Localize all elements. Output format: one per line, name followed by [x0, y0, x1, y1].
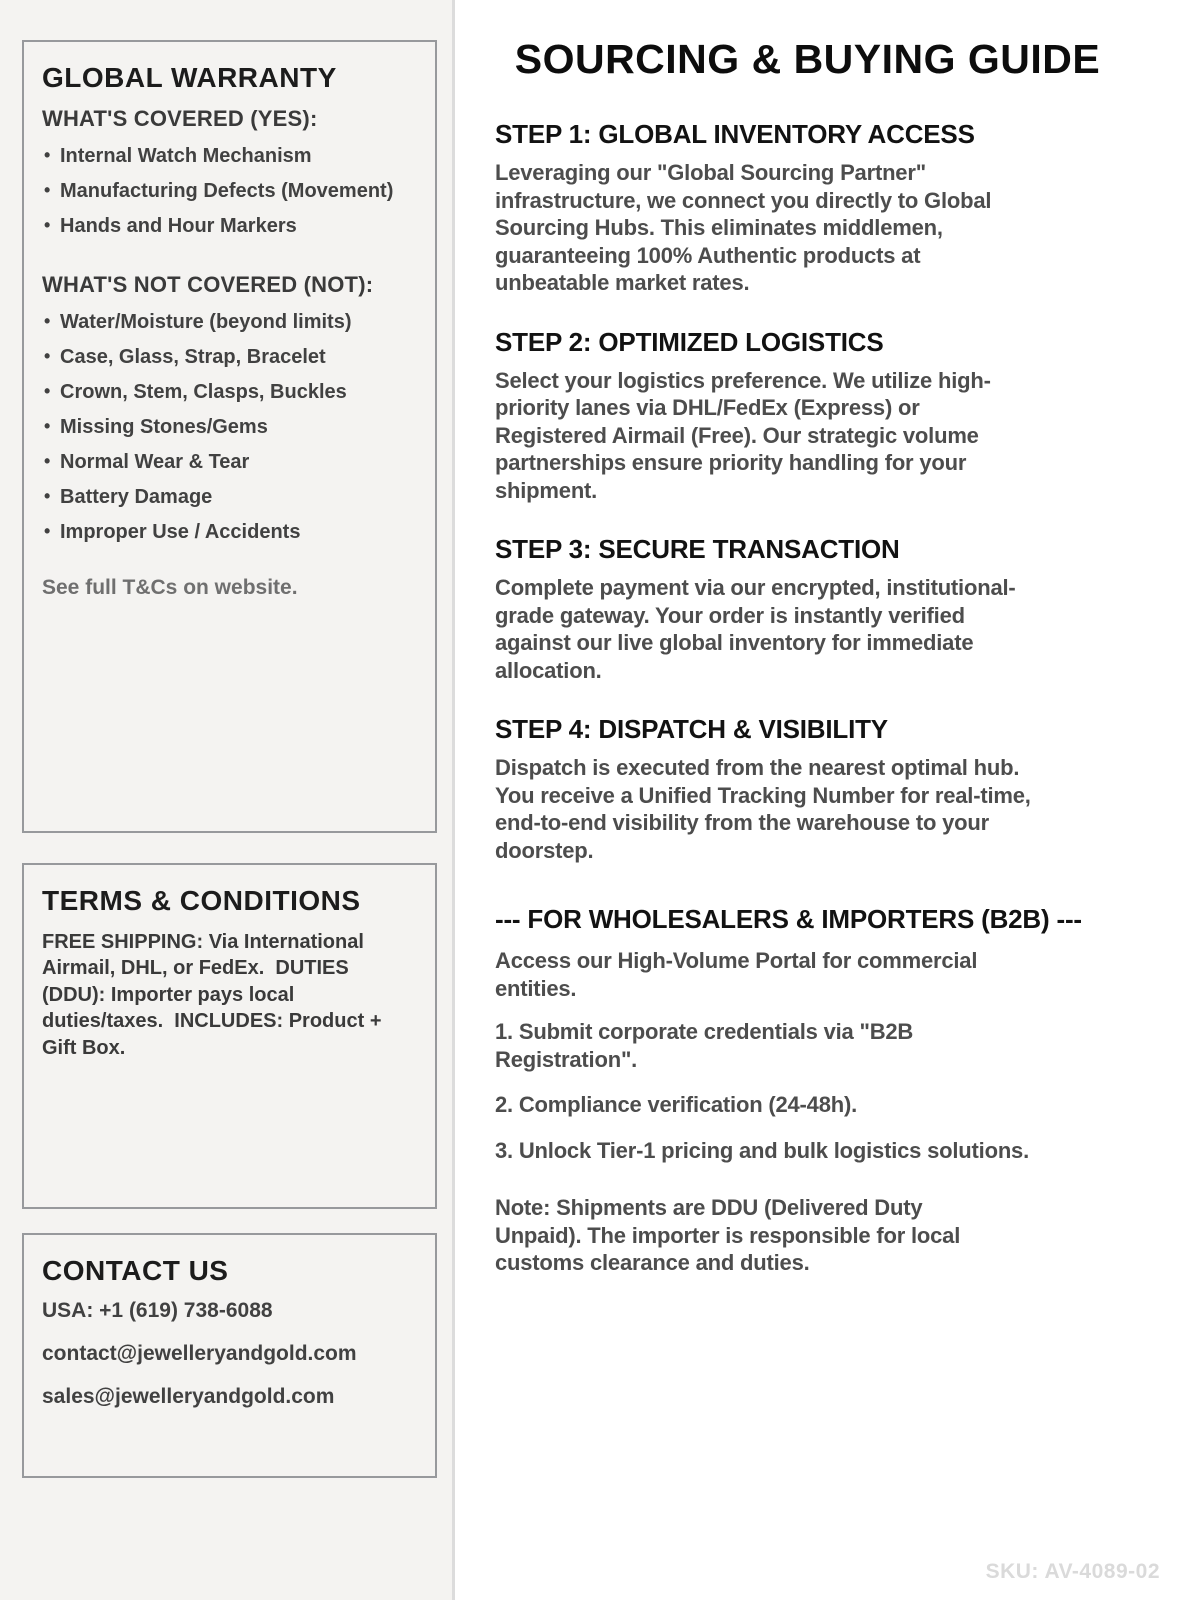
step-section: [495, 714, 1120, 864]
contact-line: sales@jewelleryandgold.com: [42, 1385, 335, 1408]
step-body: Leveraging our "Global Sourcing Partner" infrastructure, we connect you directly to Global Sourcing Hubs. This eliminates middlemen, guaranteeing 100% Authentic products at unbeatable market rates.: [495, 160, 992, 295]
warranty-footnote: See full T&Cs on website.: [42, 576, 298, 599]
page-title: SOURCING & BUYING GUIDE: [514, 36, 1101, 82]
covered-list-item: • Manufacturing Defects (Movement): [42, 181, 419, 201]
sidebar: [0, 0, 455, 1600]
step-section: [495, 327, 1120, 505]
b2b-items: [495, 1018, 1120, 1164]
not-covered-list-item: • Case, Glass, Strap, Bracelet: [42, 347, 419, 367]
contact-lines: [42, 1299, 419, 1409]
terms-title: TERMS & CONDITIONS: [42, 885, 361, 916]
b2b-note: Note: Shipments are DDU (Delivered Duty Unpaid). The importer is responsible for local customs clearance and duties.: [495, 1195, 961, 1275]
not-covered-list-item: • Battery Damage: [42, 487, 419, 507]
terms-conditions-panel: [22, 863, 437, 1209]
contact-title: CONTACT US: [42, 1255, 229, 1286]
covered-heading: WHAT'S COVERED (YES):: [42, 106, 318, 131]
covered-list: [42, 146, 419, 236]
sku-label: SKU: AV-4089-02: [985, 1560, 1160, 1583]
covered-list-item: • Hands and Hour Markers: [42, 216, 419, 236]
step-heading: STEP 4: DISPATCH & VISIBILITY: [495, 714, 888, 744]
b2b-intro: Access our High-Volume Portal for commercial entities.: [495, 948, 978, 1001]
not-covered-list-item: • Improper Use / Accidents: [42, 522, 419, 542]
step-section: [495, 534, 1120, 684]
step-body: Complete payment via our encrypted, institutional-grade gateway. Your order is instantly verified against our live global inventory for immediate allocation.: [495, 575, 1016, 683]
main-content: [455, 0, 1200, 1600]
not-covered-list-item: • Crown, Stem, Clasps, Buckles: [42, 382, 419, 402]
b2b-item: 2. Compliance verification (24-48h).: [495, 1092, 858, 1117]
b2b-heading: --- FOR WHOLESALERS & IMPORTERS (B2B) ---: [495, 904, 1082, 934]
covered-list-item: • Internal Watch Mechanism: [42, 146, 419, 166]
step-body: Select your logistics preference. We utilize high-priority lanes via DHL/FedEx (Express) or Registered Airmail (Free). Our strategic volume partnerships ensure priority handling for your shipment.: [495, 367, 991, 503]
not-covered-heading: WHAT'S NOT COVERED (NOT):: [42, 272, 374, 297]
warranty-title: GLOBAL WARRANTY: [42, 62, 337, 93]
step-heading: STEP 2: OPTIMIZED LOGISTICS: [495, 326, 884, 357]
not-covered-list-item: • Missing Stones/Gems: [42, 417, 419, 437]
not-covered-list-item: • Water/Moisture (beyond limits): [42, 312, 419, 332]
step-heading: STEP 3: SECURE TRANSACTION: [495, 534, 900, 564]
steps: [495, 119, 1120, 864]
global-warranty-panel: [22, 40, 437, 833]
step-section: [495, 119, 1120, 297]
contact-line: USA: +1 (619) 738-6088: [42, 1299, 273, 1322]
not-covered-list: [42, 312, 419, 542]
contact-line: contact@jewelleryandgold.com: [42, 1342, 357, 1365]
b2b-item: 3. Unlock Tier-1 pricing and bulk logistics solutions.: [495, 1137, 1030, 1163]
step-body: Dispatch is executed from the nearest optimal hub. You receive a Unified Tracking Number for real-time, end-to-end visibility from the warehouse to your doorstep.: [495, 755, 1031, 863]
step-heading: STEP 1: GLOBAL INVENTORY ACCESS: [495, 119, 975, 149]
not-covered-list-item: • Normal Wear & Tear: [42, 452, 419, 472]
terms-body: FREE SHIPPING: Via International Airmail, DHL, or FedEx. DUTIES (DDU): Importer pays local duties/taxes. INCLUDES: Product + Gift Box.: [42, 931, 388, 1059]
contact-us-panel: [22, 1233, 437, 1478]
b2b-item: 1. Submit corporate credentials via "B2B Registration".: [495, 1019, 914, 1072]
